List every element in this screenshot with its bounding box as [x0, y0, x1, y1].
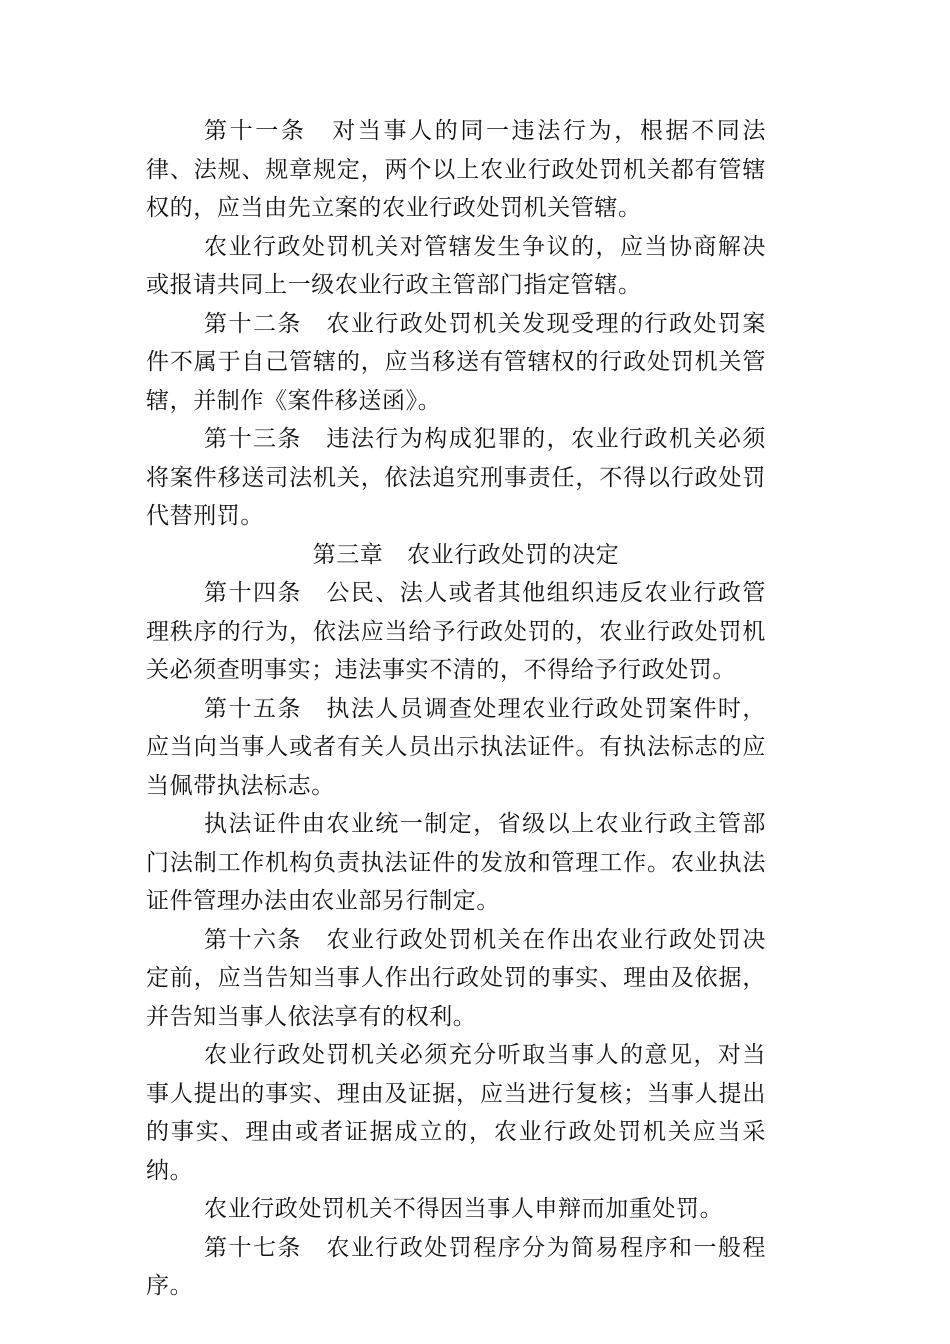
article-14-paragraph: 第十四条 公民、法人或者其他组织违反农业行政管理秩序的行为，依法应当给予行政处罚的，农业行政处罚机关必须查明事实；违法事实不清的，不得给予行政处罚。 — [146, 580, 766, 683]
article-12-paragraph: 第十二条 农业行政处罚机关发现受理的行政处罚案件不属于自己管辖的，应当移送有管辖权的行政处罚机关管辖，并制作《案件移送函》。 — [146, 310, 766, 414]
article-15-paragraph: 第十五条 执法人员调查处理农业行政处罚案件时，应当向当事人或者有关人员出示执法证件。有执法标志的应当佩带执法标志。 — [146, 695, 766, 799]
document-body — [146, 112, 766, 1306]
article-15-paragraph-2: 执法证件由农业统一制定，省级以上农业行政主管部门法制工作机构负责执法证件的发放和管理工作。农业执法证件管理办法由农业部另行制定。 — [146, 811, 766, 914]
article-16-paragraph-2: 农业行政处罚机关必须充分听取当事人的意见，对当事人提出的事实、理由及证据，应当进行复核；当事人提出的事实、理由或者证据成立的，农业行政处罚机关应当采纳。 — [146, 1042, 766, 1184]
article-13-paragraph: 第十三条 违法行为构成犯罪的，农业行政机关必须将案件移送司法机关，依法追究刑事责任，不得以行政处罚代替刑罚。 — [146, 426, 766, 529]
article-11-paragraph: 第十一条 对当事人的同一违法行为，根据不同法律、法规、规章规定，两个以上农业行政处罚机关都有管辖权的，应当由先立案的农业行政处罚机关管辖。 — [146, 118, 766, 221]
chapter-heading: 第三章 农业行政处罚的决定 — [312, 541, 620, 568]
article-16-paragraph: 第十六条 农业行政处罚机关在作出农业行政处罚决定前，应当告知当事人作出行政处罚的事实、理由及依据，并告知当事人依法享有的权利。 — [146, 926, 766, 1030]
article-11-paragraph-2: 农业行政处罚机关对管辖发生争议的，应当协商解决或报请共同上一级农业行政主管部门指定管辖。 — [146, 233, 766, 298]
article-17-paragraph: 第十七条 农业行政处罚程序分为简易程序和一般程序。 — [146, 1234, 766, 1299]
article-16-paragraph-3: 农业行政处罚机关不得因当事人申辩而加重处罚。 — [204, 1196, 724, 1222]
